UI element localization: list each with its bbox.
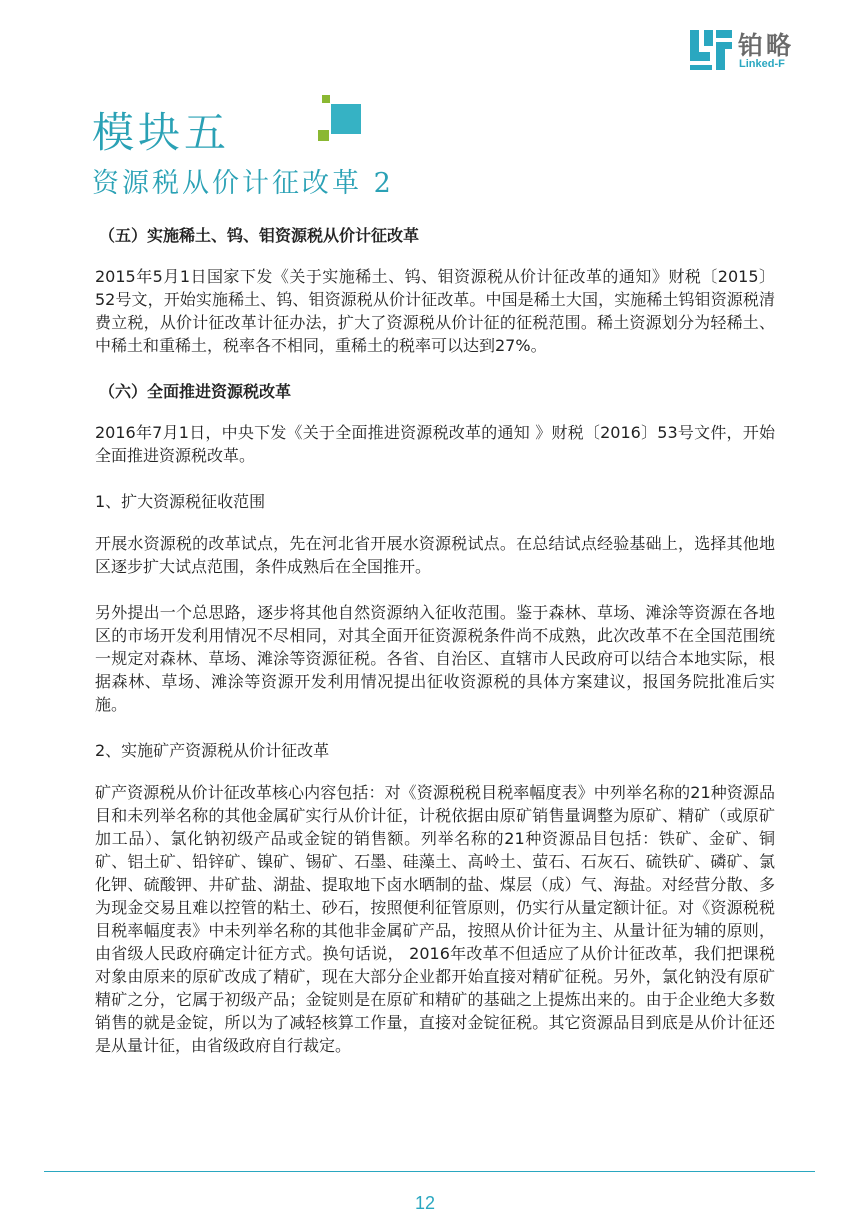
decorative-square (318, 130, 329, 141)
paragraph: 开展水资源税的改革试点，先在河北省开展水资源税试点。在总结试点经验基础上，选择其他地区逐步扩大试点范围，条件成熟后在全国推开。 (95, 534, 775, 576)
section-heading: （五）实施稀土、钨、钼资源税从价计征改革 (99, 226, 420, 245)
item-title: 1、扩大资源税征收范围 (95, 492, 266, 511)
page-number: 12 (414, 1193, 436, 1213)
brand-logo (690, 28, 820, 74)
section-heading: （六）全面推进资源税改革 (99, 382, 292, 401)
decorative-square (331, 104, 361, 134)
paragraph: 2016年7月1日，中央下发《关于全面推进资源税改革的通知 》财税〔2016〕53号文件，开始全面推进资源税改革。 (95, 423, 775, 465)
main-content (95, 224, 775, 1080)
decorative-square (322, 95, 330, 103)
paragraph: 2015年5月1日国家下发《关于实施稀土、钨、钼资源税从价计征改革的通知》财税〔2015〕52号文，开始实施稀土、钨、钼资源税从价计征改革。中国是稀土大国，实施稀土钨钼资源税清费立税，从价计征改革计征办法，扩大了资源税从价计征的征税范围。稀土资源划分为轻稀土、中稀土和重稀土，税率各不相同，重稀土的税率可以达到27%。 (95, 267, 775, 355)
module-subtitle: 资源税从价计征改革 2 (92, 168, 394, 199)
logo-mark-icon (690, 30, 732, 70)
item-title: 2、实施矿产资源税从价计征改革 (95, 741, 330, 760)
paragraph: 另外提出一个总思路，逐步将其他自然资源纳入征收范围。鉴于森林、草场、滩涂等资源在各地区的市场开发利用情况不尽相同，对其全面开征资源税条件尚不成熟，此次改革不在全国范围统一规定对森林、草场、滩涂等资源征税。各省、自治区、直辖市人民政府可以结合本地实际，根据森林、草场、滩涂等资源开发利用情况提出征收资源税的具体方案建议，报国务院批准后实施。 (95, 603, 775, 714)
logo-chinese-text: 铂略 (738, 31, 795, 60)
module-title: 模块五 (92, 108, 231, 157)
footer-divider (44, 1171, 815, 1172)
paragraph: 矿产资源税从价计征改革核心内容包括：对《资源税税目税率幅度表》中列举名称的21种资源品目和未列举名称的其他金属矿实行从价计征，计税依据由原矿销售量调整为原矿、精矿（或原矿加工品）、氯化钠初级产品或金锭的销售额。列举名称的21种资源品目包括：铁矿、金矿、铜矿、铝土矿、铅锌矿、镍矿、锡矿、石墨、硅藻土、高岭土、萤石、石灰石、硫铁矿、磷矿、氯化钾、硫酸钾、井矿盐、湖盐、提取地下卤水晒制的盐、煤层（成）气、海盐。对经营分散、多为现金交易且难以控管的粘土、砂石，按照便利征管原则，仍实行从量定额计征。对《资源税税目税率幅度表》中未列举名称的其他非金属矿产品，按照从价计征为主、从量计征为辅的原则，由省级人民政府确定计征方式。换句话说， 2016年改革不但适应了从价计征改革，我们把课税对象由原来的原矿改成了精矿，现在大部分企业都开始直接对精矿征税。另外，氯化钠没有原矿精矿之分，它属于初级产品；金锭则是在原矿和精矿的基础之上提炼出来的。由于企业绝大多数销售的就是金锭，所以为了减轻核算工作量，直接对金锭征税。其它资源品目到底是从价计征还是从量计征，由省级政府自行裁定。 (95, 783, 775, 1055)
logo-english-text: Linked-F (739, 58, 785, 70)
